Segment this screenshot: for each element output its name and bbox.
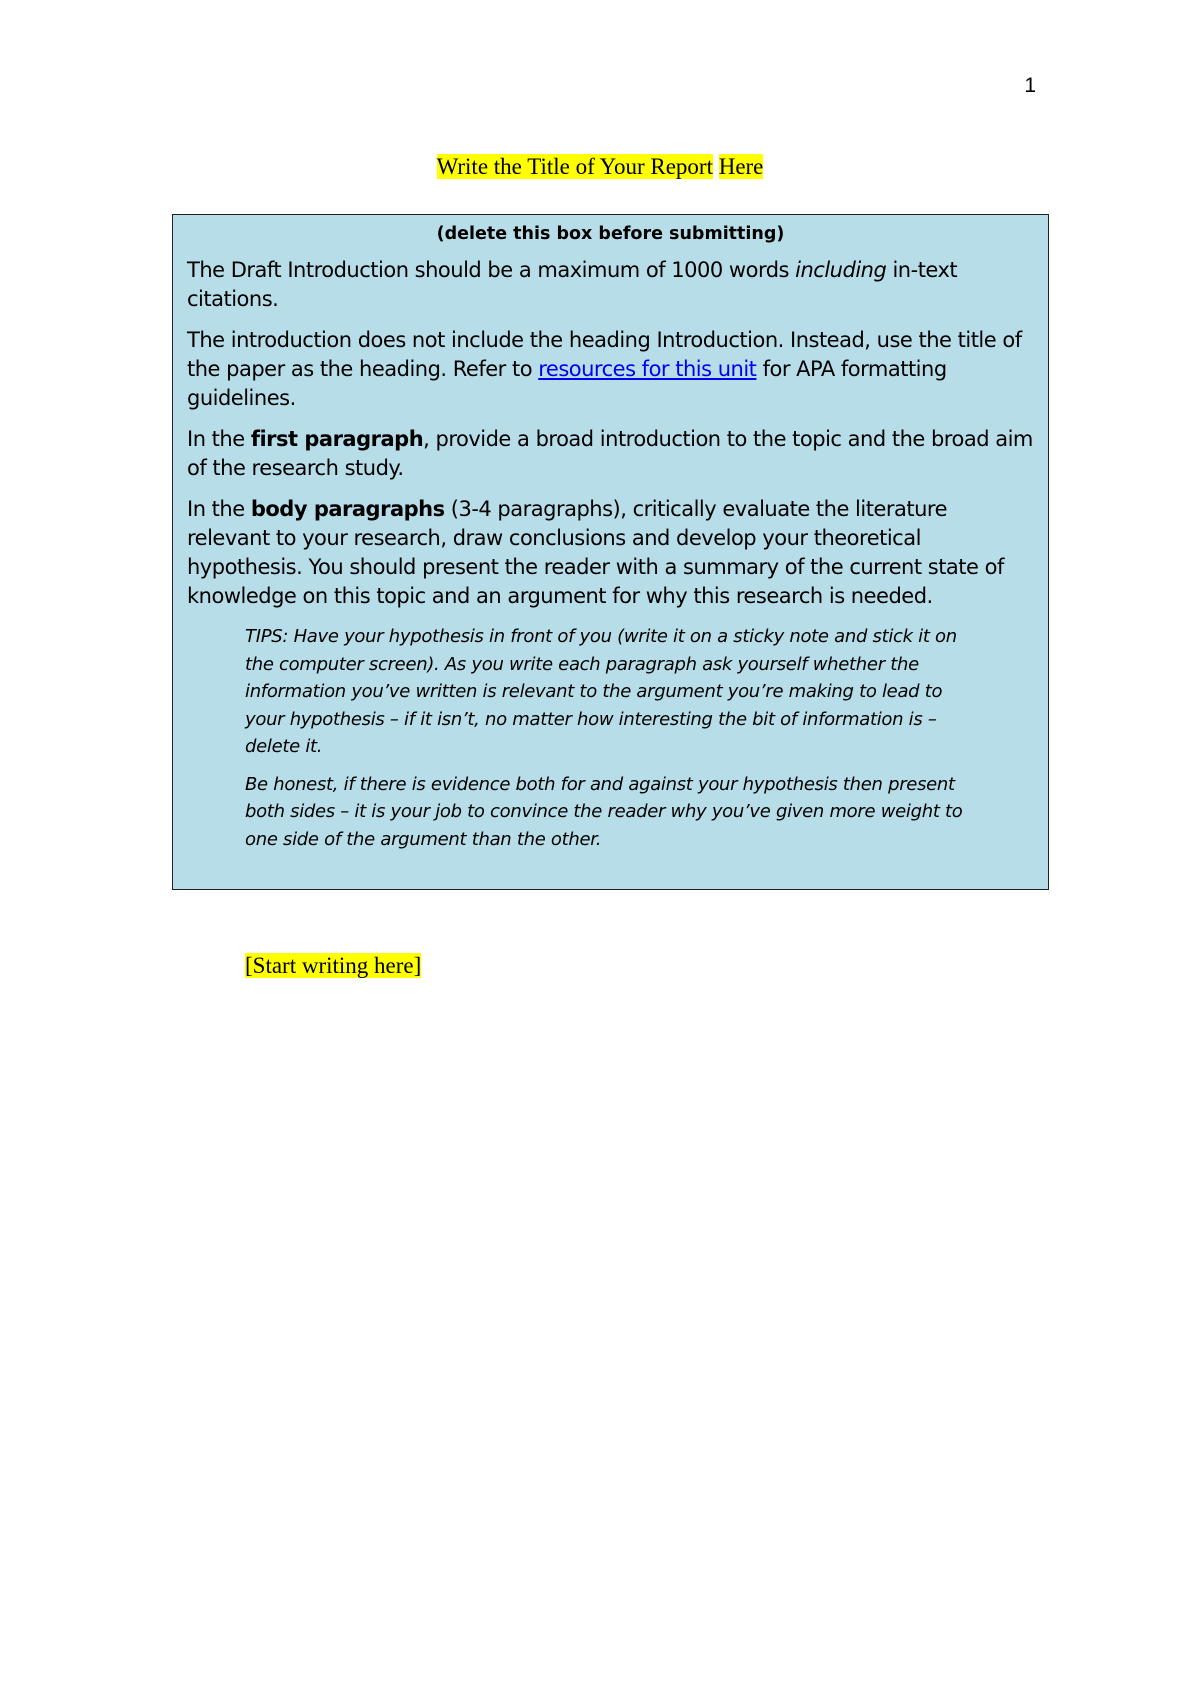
instruction-text: in-text citations. (187, 258, 958, 311)
title-text-here[interactable]: Here (718, 154, 764, 179)
instruction-bold: first paragraph (250, 427, 424, 451)
resources-link[interactable]: resources for this unit (538, 357, 757, 381)
instruction-text: , provide a broad introduction to the topic and the broad aim of the research study. (187, 427, 1033, 480)
instruction-box (172, 214, 1049, 890)
title-text[interactable]: Write the Title of Your Report (436, 154, 713, 179)
instruction-body-paragraphs (187, 495, 1034, 611)
report-title[interactable] (0, 154, 1200, 180)
instruction-text: The introduction does not include the heading Introduction. Instead, use the title of the paper as the heading. Refer to (187, 328, 1022, 381)
instruction-box-heading: (delete this box before submitting) (436, 224, 785, 244)
instruction-text: The Draft Introduction should be a maximum of 1000 words (187, 258, 796, 282)
instruction-text: (3-4 paragraphs), critically evaluate the literature relevant to your research, draw conclusions and develop your theoretical hypothesis. You should present the reader with a summary of the current state of knowledge on this topic and an argument for why this research is needed. (187, 497, 1004, 608)
instruction-first-paragraph (187, 425, 1034, 483)
instruction-text: In the (187, 497, 251, 521)
instruction-emphasis: including (795, 258, 887, 282)
instruction-bold: body paragraphs (250, 497, 445, 521)
instruction-heading-note (187, 326, 1034, 413)
tips-hypothesis: TIPS: Have your hypothesis in front of you (write it on a sticky note and stick it on the computer screen). As you write each paragraph ask yourself whether the information you’ve written is relevant to the argument you’re making to lead to your hypothesis – if it isn’t, no matter how interesting the bit of information is – delete it. (245, 626, 957, 757)
start-writing-prompt[interactable] (245, 953, 421, 979)
instruction-word-limit (187, 256, 1034, 314)
start-writing-text[interactable]: [Start writing here] (245, 953, 422, 978)
instruction-text: for APA formatting guidelines. (187, 357, 947, 410)
instruction-text: In the (187, 427, 251, 451)
page-number: 1 (1024, 74, 1036, 97)
tips-honesty: Be honest, if there is evidence both for and against your hypothesis then present both sides – it is your job to convince the reader why you’ve given more weight to one side of the argument than the other. (245, 773, 963, 850)
